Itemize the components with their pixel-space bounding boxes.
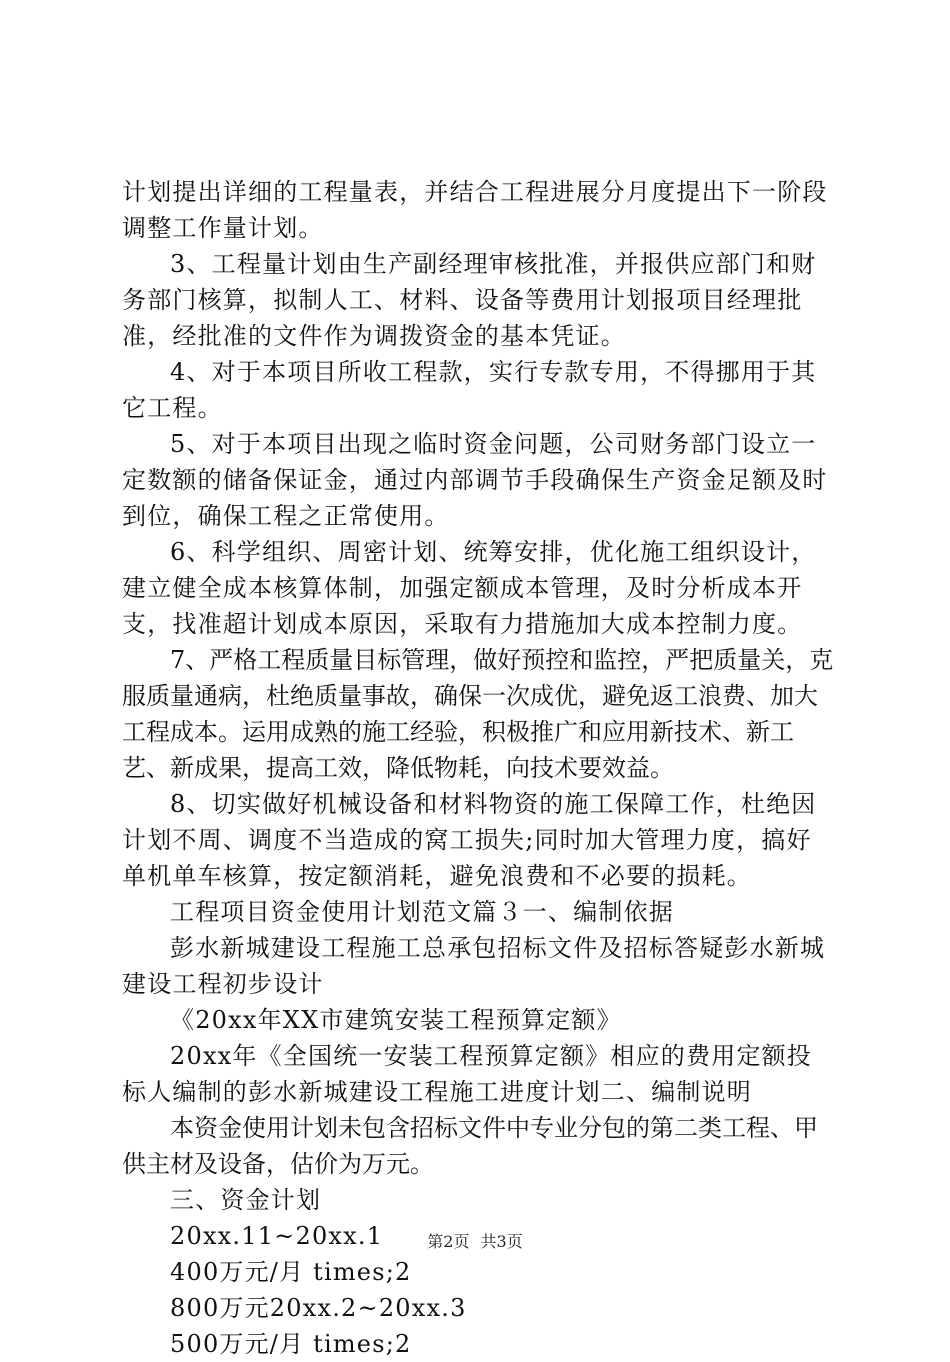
plan-line-amount-2: 500万元/月 times;2 [170, 1330, 412, 1358]
plan-line-amount-1: 400万元/月 times;2 [170, 1258, 412, 1286]
paragraph-quota-national: 20xx年《全国统一安装工程预算定额》相应的费用定额投标人编制的彭水新城建设工程施工进度计划二、编制说明 [122, 1042, 813, 1106]
paragraph-quota-local: 《20xx年XX市建筑安装工程预算定额》 [170, 1006, 622, 1034]
section-heading-basis: 工程项目资金使用计划范文篇３一、编制依据 [170, 898, 674, 926]
paragraph-item-8: 8、切实做好机械设备和材料物资的施工保障工作，杜绝因计划不周、调度不当造成的窝工损失;同时加大管理力度，搞好单机单车核算，按定额消耗，避免浪费和不必要的损耗。 [122, 790, 817, 890]
paragraph-item-5: 5、对于本项目出现之临时资金问题，公司财务部门设立一定数额的储备保证金，通过内部调节手段确保生产资金足额及时到位，确保工程之正常使用。 [122, 430, 828, 530]
plan-line-period-1: 20xx.11~20xx.1 [170, 1222, 384, 1250]
section-heading-funding-plan: 三、资金计划 [170, 1186, 322, 1214]
page-number: 第2页 [427, 1232, 470, 1251]
page-total: 共3页 [480, 1232, 523, 1251]
paragraph-item-3: 3、工程量计划由生产副经理审核批准，并报供应部门和财务部门核算，拟制人工、材料、设备等费用计划报项目经理批准，经批准的文件作为调拨资金的基本凭证。 [122, 250, 817, 350]
paragraph-tender-docs: 彭水新城建设工程施工总承包招标文件及招标答疑彭水新城建设工程初步设计 [122, 934, 826, 998]
paragraph-explanation: 本资金使用计划未包含招标文件中专业分包的第二类工程、甲供主材及设备，估价为万元。 [122, 1114, 818, 1178]
paragraph-item-6: 6、科学组织、周密计划、统筹安排，优化施工组织设计，建立健全成本核算体制，加强定额成本管理，及时分析成本开支，找准超计划成本原因，采取有力措施加大成本控制力度。 [122, 538, 817, 638]
plan-line-period-2: 800万元20xx.2~20xx.3 [170, 1294, 467, 1322]
paragraph-item-7: 7、严格工程质量目标管理，做好预控和监控，严把质量关，克服质量通病，杜绝质量事故，确保一次成优，避免返工浪费、加大工程成本。运用成熟的施工经验，积极推广和应用新技术、新工艺、新成果，提高工效，降低物耗，向技术要效益。 [122, 646, 834, 782]
document-body [122, 174, 834, 1362]
page-footer [0, 1232, 950, 1252]
paragraph-continuation: 计划提出详细的工程量表，并结合工程进展分月度提出下一阶段调整工作量计划。 [122, 178, 828, 242]
paragraph-item-4: 4、对于本项目所收工程款，实行专款专用，不得挪用于其它工程。 [122, 358, 817, 422]
